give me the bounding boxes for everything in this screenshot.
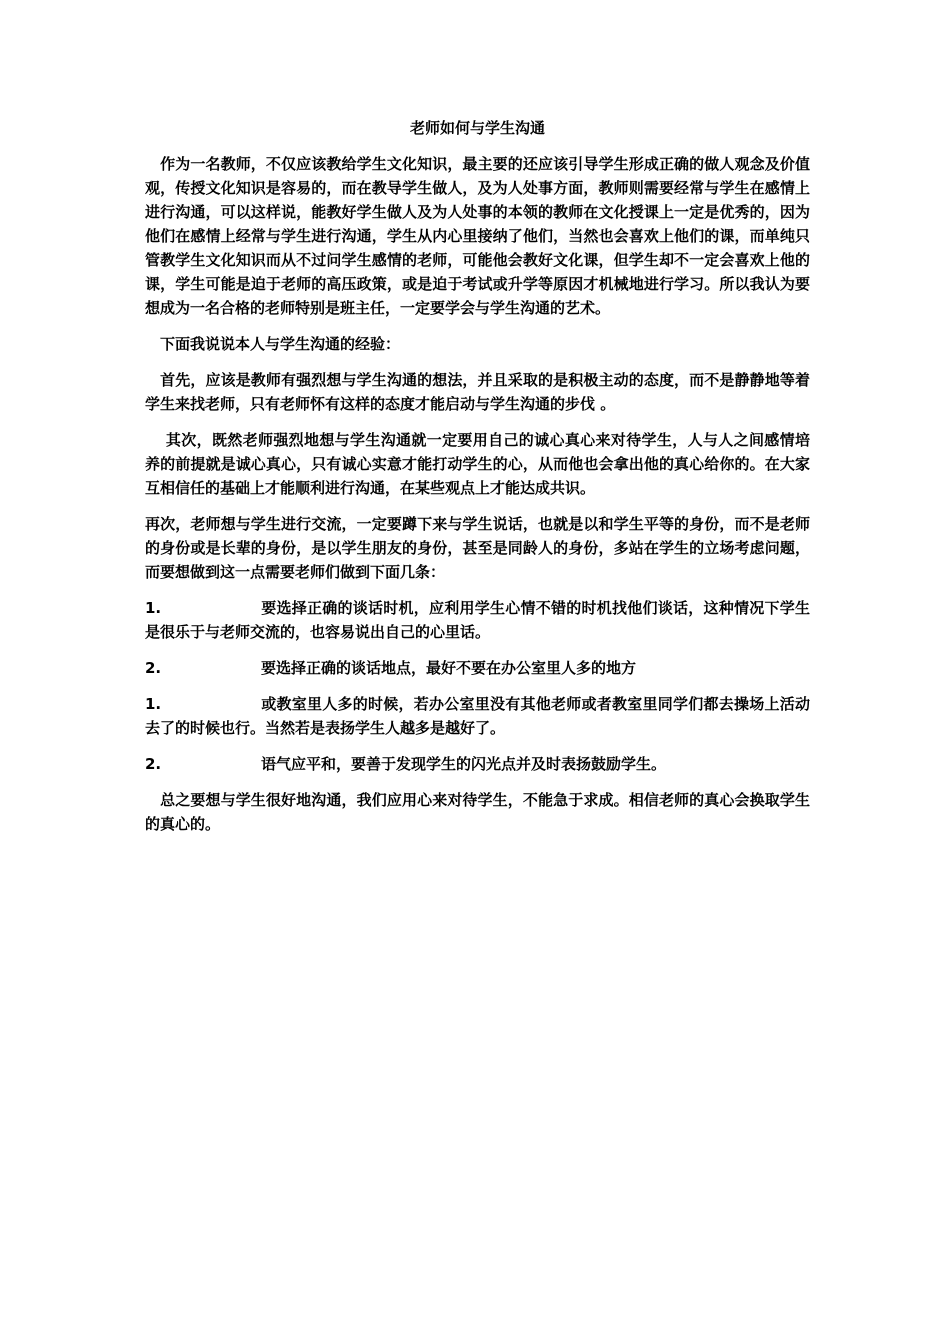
document-body (145, 116, 810, 848)
list-number: 2. (145, 659, 162, 677)
list-item (145, 692, 810, 740)
paragraph-intro: 作为一名教师，不仅应该教给学生文化知识，最主要的还应该引导学生形成正确的做人观念及价值观，传授文化知识是容易的，而在教导学生做人，及为人处事方面，教师则需要经常与学生在感情上进行沟通，可以这样说，能教好学生做人及为人处事的本领的教师在文化授课上一定是优秀的，因为他们在感情上经常与学生进行沟通，学生从内心里接纳了他们，当然也会喜欢上他们的课，而单纯只管教学生文化知识而从不过问学生感情的老师，可能他会教好文化课，但学生却不一定会喜欢上他的课，学生可能是迫于老师的高压政策，或是迫于考试或升学等原因才机械地进行学习。所以我认为要想成为一名合格的老师特别是班主任，一定要学会与学生沟通的艺术。 (145, 155, 810, 317)
list-number: 1. (145, 599, 162, 617)
paragraph-first: 首先，应该是教师有强烈想与学生沟通的想法，并且采取的是积极主动的态度，而不是静静地等着学生来找老师，只有老师怀有这样的态度才能启动与学生沟通的步伐 。 (145, 371, 810, 413)
paragraph-second: 其次，既然老师强烈地想与学生沟通就一定要用自己的诚心真心来对待学生，人与人之间感情培养的前提就是诚心真心，只有诚心实意才能打动学生的心，从而他也会拿出他的真心给你的。在大家互相信任的基础上才能顺利进行沟通，在某些观点上才能达成共识。 (145, 431, 810, 497)
list-text: 或教室里人多的时候，若办公室里没有其他老师或者教室里同学们都去操场上活动去了的时候也行。当然若是表扬学生人越多是越好了。 (145, 695, 810, 737)
list-text: 语气应平和，要善于发现学生的闪光点并及时表扬鼓励学生。 (261, 755, 667, 773)
list-text: 要选择正确的谈话地点，最好不要在办公室里人多的地方 (261, 659, 637, 677)
paragraph-third: 再次，老师想与学生进行交流，一定要蹲下来与学生说话，也就是以和学生平等的身份，而不是老师的身份或是长辈的身份，是以学生朋友的身份，甚至是同龄人的身份，多站在学生的立场考虑问题，而要想做到这一点需要老师们做到下面几条： (145, 515, 810, 581)
list-text: 要选择正确的谈话时机，应利用学生心情不错的时机找他们谈话，这种情况下学生是很乐于与老师交流的，也容易说出自己的心里话。 (145, 599, 810, 641)
document-title: 老师如何与学生沟通 (409, 119, 545, 137)
list-item (145, 752, 810, 776)
list-item (145, 596, 810, 644)
list-number: 1. (145, 695, 162, 713)
paragraph-conclusion: 总之要想与学生很好地沟通，我们应用心来对待学生，不能急于求成。相信老师的真心会换取学生的真心的。 (145, 791, 810, 833)
list-item (145, 656, 810, 680)
paragraph-experience-heading: 下面我说说本人与学生沟通的经验： (145, 335, 401, 353)
list-number: 2. (145, 755, 162, 773)
